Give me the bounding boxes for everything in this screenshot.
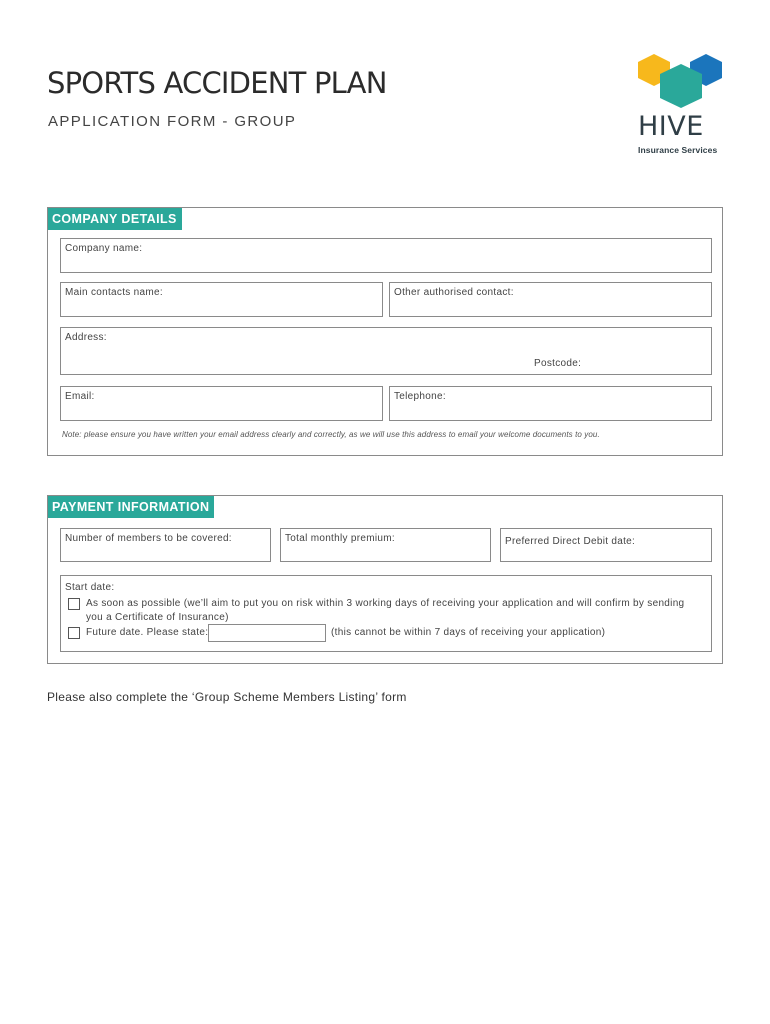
email-field[interactable] <box>60 386 383 421</box>
asap-option-line2: you a Certificate of Insurance) <box>86 612 229 623</box>
logo-wordmark: HIVE <box>638 111 704 142</box>
payment-information-section <box>47 495 723 664</box>
page-subtitle: APPLICATION FORM - GROUP <box>48 113 297 130</box>
other-contact-label: Other authorised contact: <box>394 287 514 298</box>
payment-information-heading: PAYMENT INFORMATION <box>48 496 214 518</box>
future-date-label: Future date. Please state: <box>86 627 209 638</box>
logo-tagline: Insurance Services <box>638 145 718 155</box>
main-contacts-field[interactable] <box>60 282 383 317</box>
members-count-field[interactable] <box>60 528 271 562</box>
monthly-premium-field[interactable] <box>280 528 491 562</box>
address-label: Address: <box>65 332 107 343</box>
email-label: Email: <box>65 391 95 402</box>
direct-debit-date-field[interactable] <box>500 528 712 562</box>
telephone-label: Telephone: <box>394 391 446 402</box>
main-contacts-label: Main contacts name: <box>65 287 163 298</box>
company-details-section <box>47 207 723 456</box>
address-field[interactable] <box>60 327 712 375</box>
start-date-label: Start date: <box>65 582 115 593</box>
members-listing-reminder: Please also complete the ‘Group Scheme Members Listing’ form <box>47 690 407 704</box>
future-date-input[interactable] <box>208 624 326 642</box>
asap-checkbox[interactable] <box>68 598 80 610</box>
start-date-box <box>60 575 712 652</box>
other-contact-field[interactable] <box>389 282 712 317</box>
members-count-label: Number of members to be covered: <box>65 533 232 544</box>
page-title: SPORTS ACCIDENT PLAN <box>47 66 387 100</box>
future-date-note: (this cannot be within 7 days of receiving your application) <box>331 627 606 638</box>
postcode-label: Postcode: <box>534 358 582 369</box>
company-name-field[interactable] <box>60 238 712 273</box>
company-details-heading: COMPANY DETAILS <box>48 208 182 230</box>
future-date-checkbox[interactable] <box>68 627 80 639</box>
monthly-premium-label: Total monthly premium: <box>285 533 395 544</box>
email-note: Note: please ensure you have written your email address clearly and correctly, as we will use this address to email your welcome documents to you. <box>62 430 600 439</box>
company-name-label: Company name: <box>65 243 143 254</box>
asap-option-line1: As soon as possible (we’ll aim to put you on risk within 3 working days of receiving your application and will confirm by sending <box>86 598 685 609</box>
direct-debit-date-label: Preferred Direct Debit date: <box>505 536 636 547</box>
telephone-field[interactable] <box>389 386 712 421</box>
